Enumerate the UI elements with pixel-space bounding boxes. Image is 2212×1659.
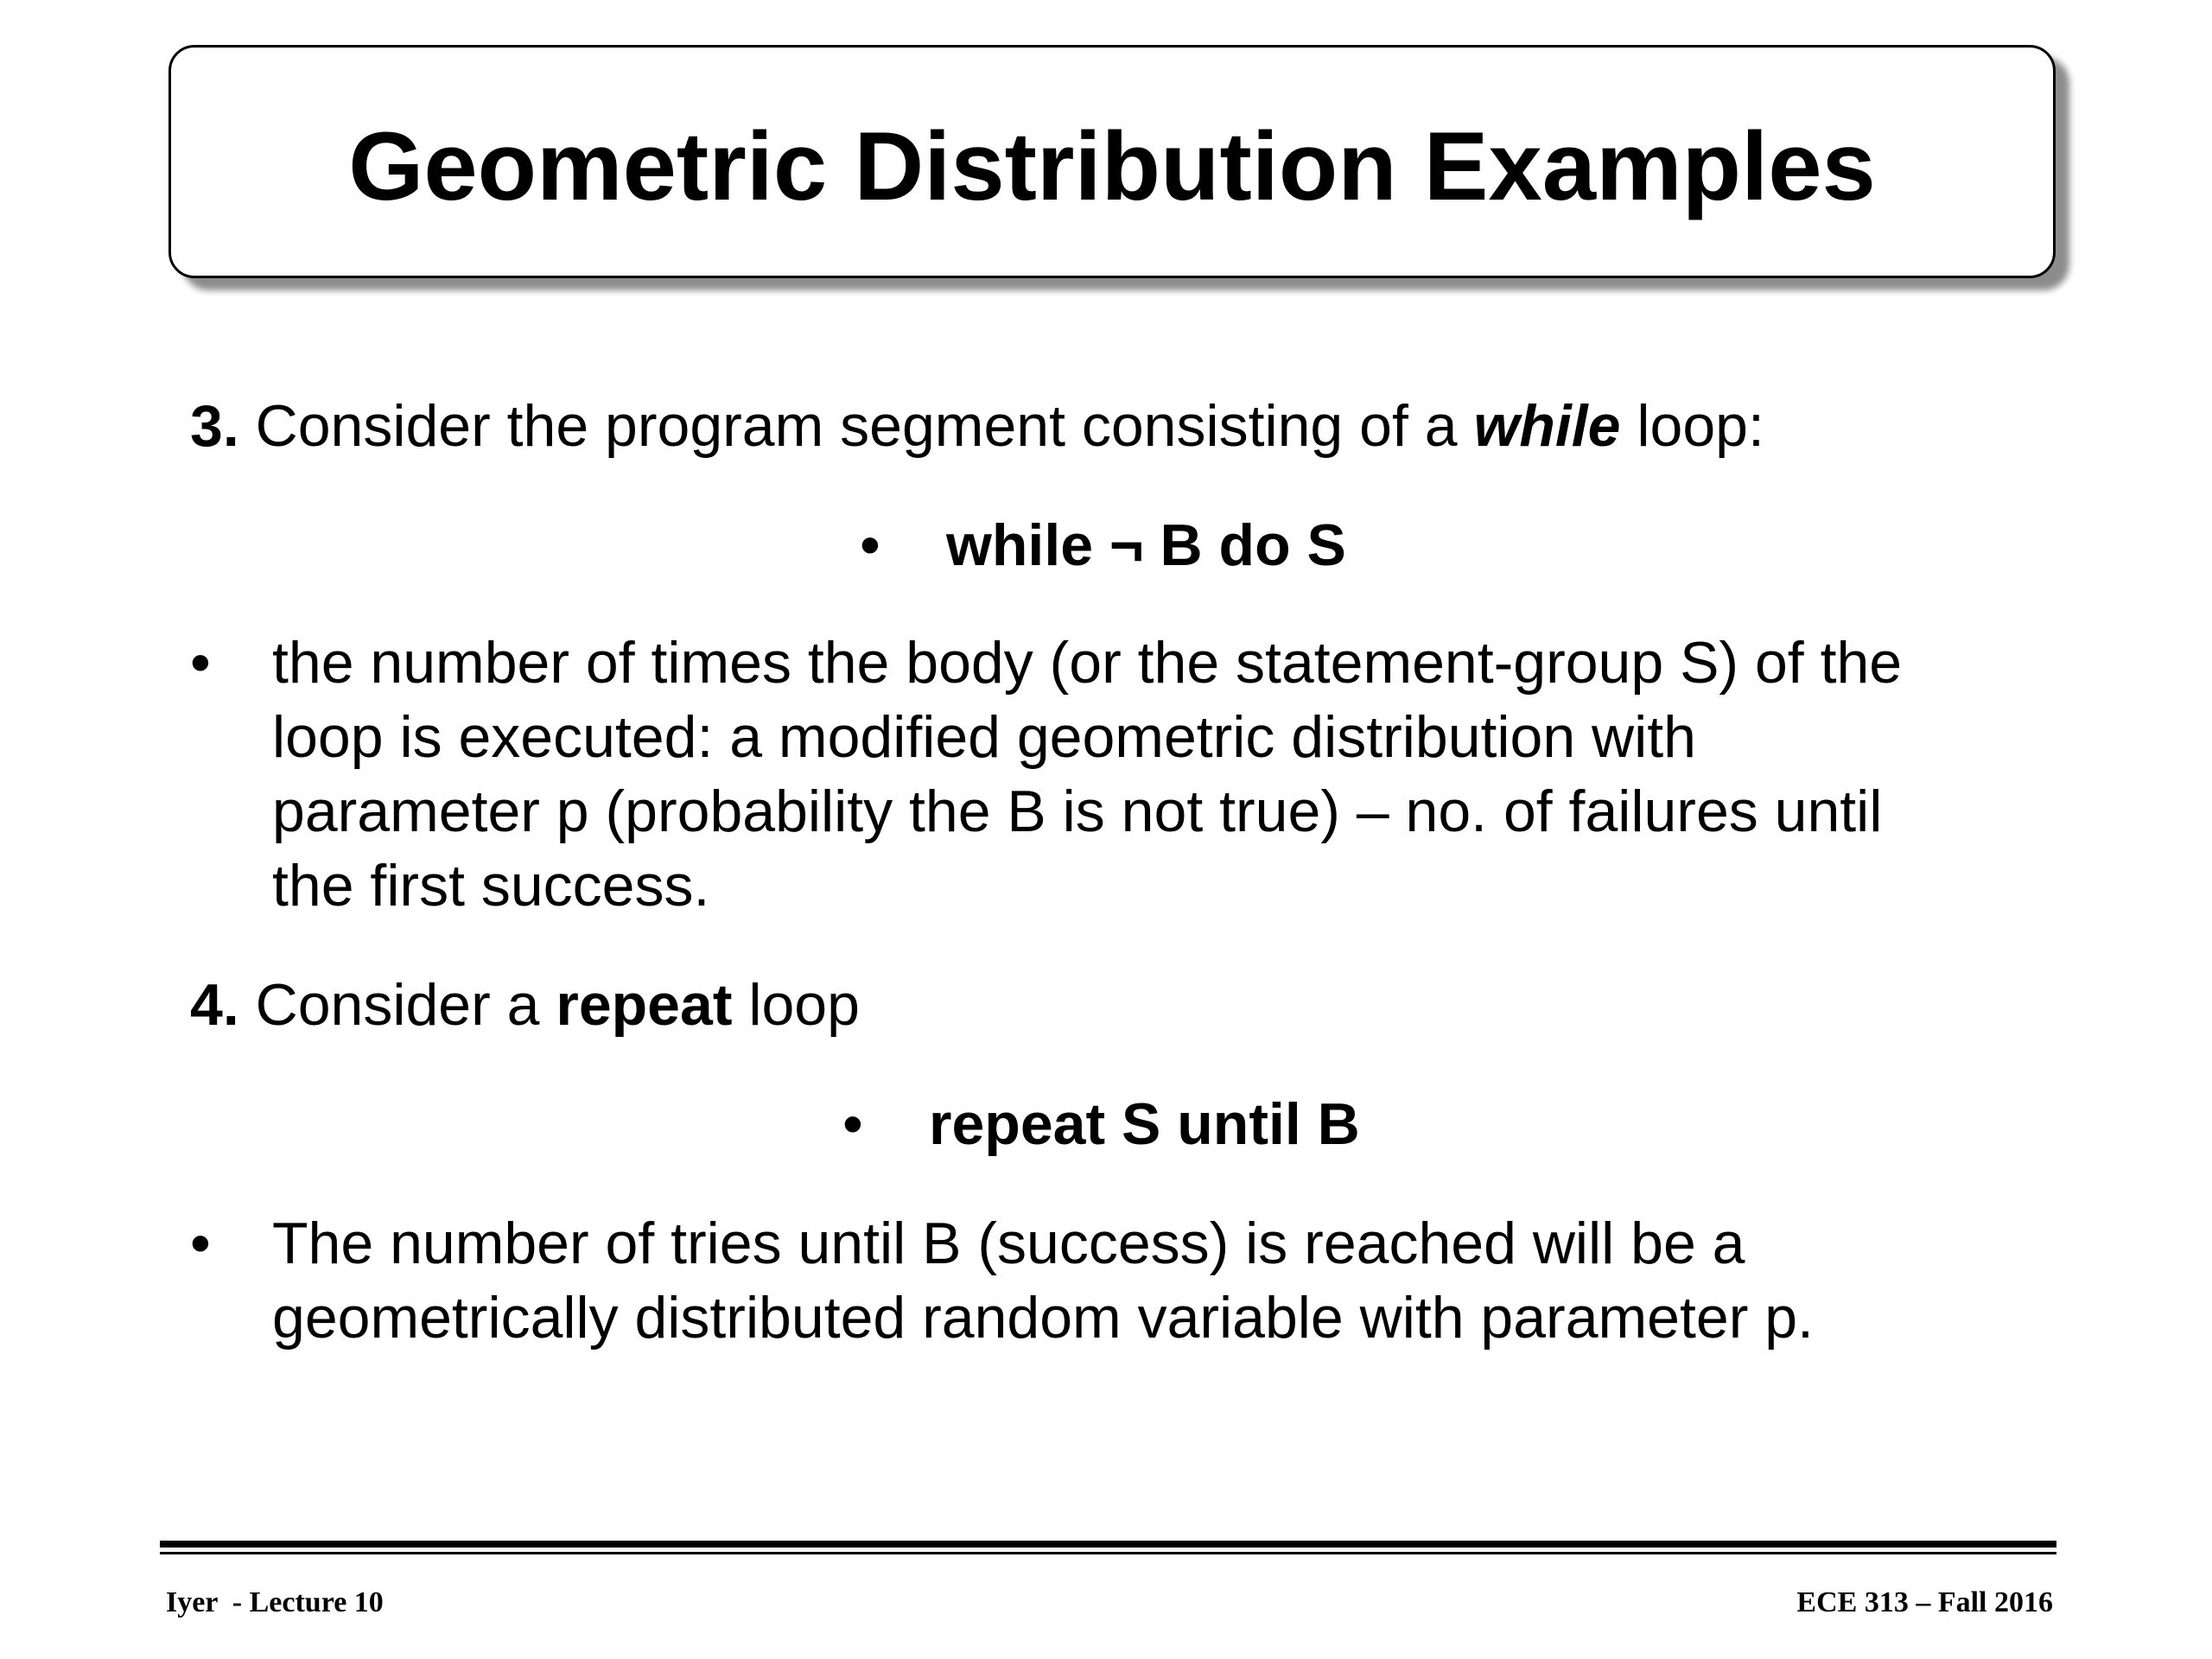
item3-keyword: while [1473,393,1621,459]
item3-text-after: loop: [1620,393,1764,459]
item4-text-before: Consider a [238,972,556,1038]
item4-description-line: The number of tries until B (success) is reached will be a [272,1211,1745,1276]
title-box [168,45,2056,278]
item3-bullet: • [190,630,211,696]
item3-description-line: loop is executed: a modified geometric distribution with [272,704,1696,770]
item4-number: 4. [190,972,239,1038]
footer-right: ECE 313 – Fall 2016 [1796,1586,2053,1618]
item4-text-after: loop [732,972,860,1038]
slide-title: Geometric Distribution Examples [348,111,1876,220]
item3-description [272,626,2061,923]
item4-description [272,1206,2061,1355]
item3-number: 3. [190,393,239,459]
item3-code: while ¬ B do S [946,512,1346,578]
item3-text-before: Consider the program segment consisting of a [238,393,1474,459]
footer-rule-thin [160,1552,2056,1554]
item4-keyword: repeat [556,972,733,1038]
item4-description-line: geometrically distributed random variable with parameter p. [272,1285,1814,1351]
footer-rule-thick [160,1541,2056,1548]
item3-code-bullet: • [860,512,880,578]
item3-description-line: the number of times the body (or the statement-group S) of the [272,630,1903,696]
item3-heading [190,389,1764,463]
item3-description-line: the first success. [272,853,710,918]
item3-description-line: parameter p (probability the B is not true) – no. of failures until [272,779,1883,844]
item4-bullet: • [190,1211,211,1276]
item4-code: repeat S until B [929,1091,1360,1157]
item4-heading [190,968,860,1042]
footer-left: Iyer - Lecture 10 [166,1586,384,1618]
item4-code-bullet: • [842,1091,863,1157]
